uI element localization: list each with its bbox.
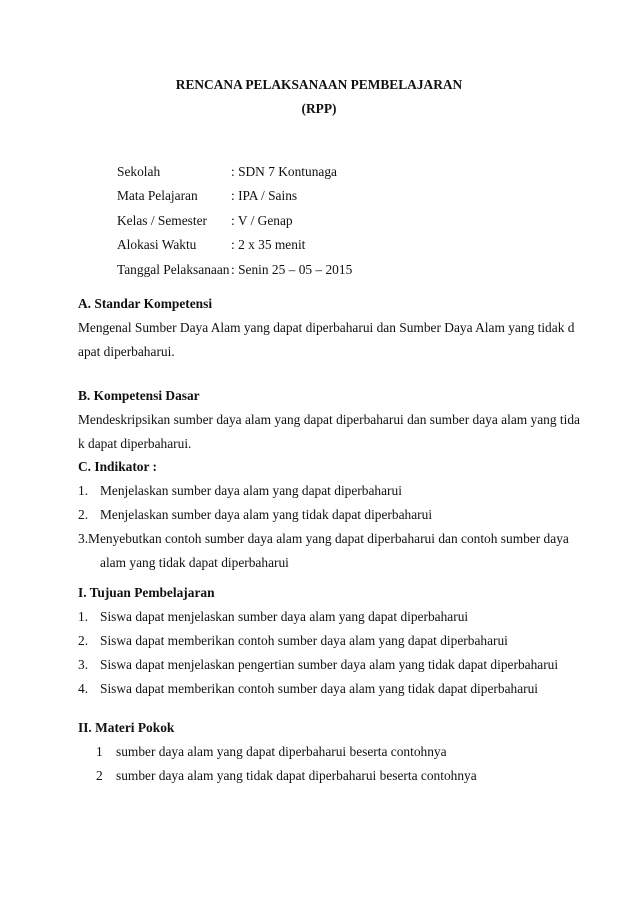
list-text: Siswa dapat memberikan contoh sumber daya alam yang dapat diperbaharui [100, 633, 508, 648]
list-number: 1. [78, 609, 89, 624]
info-label: Mata Pelajaran [117, 188, 198, 204]
document-subtitle: (RPP) [301, 101, 337, 116]
document-title: RENCANA PELAKSANAAN PEMBELAJARAN [175, 77, 463, 92]
section-heading: I. Tujuan Pembelajaran [78, 585, 215, 600]
info-value: : V / Genap [231, 212, 293, 228]
section-materi-pokok [78, 716, 568, 788]
info-row [117, 258, 352, 282]
info-value: : Senin 25 – 05 – 2015 [231, 261, 353, 277]
list-text: Menjelaskan sumber daya alam yang tidak dapat diperbaharui [100, 507, 433, 522]
list-number: 3. [78, 657, 89, 672]
list-text: sumber daya alam yang dapat diperbaharui beserta contohnya [116, 744, 447, 759]
list-text: sumber daya alam yang tidak dapat diperbaharui beserta contohnya [116, 768, 477, 783]
info-value: : SDN 7 Kontunaga [231, 164, 338, 179]
info-row [117, 184, 352, 208]
list-item [78, 527, 568, 551]
list-text: Siswa dapat memberikan contoh sumber daya alam yang tidak dapat diperbaharui [100, 681, 539, 696]
section-tujuan-pembelajaran [78, 581, 568, 701]
info-value: : 2 x 35 menit [231, 237, 306, 253]
section-indikator [78, 455, 568, 575]
list-item [78, 653, 568, 677]
paragraph-line: Mengenal Sumber Daya Alam yang dapat diperbaharui dan Sumber Daya Alam yang tidak d [78, 320, 575, 335]
info-value: : IPA / Sains [231, 188, 298, 204]
list-item [78, 503, 568, 527]
list-number: 3. [78, 531, 89, 546]
list-item [78, 764, 568, 788]
section-heading: C. Indikator : [78, 459, 157, 474]
list-number: 2. [78, 633, 89, 648]
list-item [78, 677, 568, 701]
list-number: 4. [78, 681, 89, 696]
section-kompetensi-dasar [78, 384, 580, 456]
info-row [117, 209, 352, 233]
list-text: Menyebutkan contoh sumber daya alam yang dapat diperbaharui dan contoh sumber daya [88, 531, 569, 546]
list-text: Siswa dapat menjelaskan pengertian sumber daya alam yang tidak dapat diperbaharui [100, 657, 559, 672]
paragraph-line: Mendeskripsikan sumber daya alam yang dapat diperbaharui dan sumber daya alam yang tida [78, 412, 580, 427]
list-item [78, 740, 568, 764]
info-label: Sekolah [117, 164, 161, 179]
info-row [117, 233, 352, 257]
info-row [117, 160, 352, 184]
list-text: Menjelaskan sumber daya alam yang dapat diperbaharui [100, 483, 402, 498]
info-label: Alokasi Waktu [117, 237, 197, 253]
paragraph-line: k dapat diperbaharui. [78, 436, 192, 451]
section-heading: A. Standar Kompetensi [78, 296, 213, 311]
list-item [78, 479, 568, 503]
list-item [78, 605, 568, 629]
info-label: Kelas / Semester [117, 212, 207, 228]
section-heading: B. Kompetensi Dasar [78, 388, 200, 403]
list-number: 2 [96, 768, 103, 783]
section-heading: II. Materi Pokok [78, 720, 175, 735]
list-item [78, 629, 568, 653]
list-number: 2. [78, 507, 89, 522]
paragraph-line: apat diperbaharui. [78, 344, 175, 359]
section-standar-kompetensi [78, 292, 575, 364]
list-text: Siswa dapat menjelaskan sumber daya alam yang dapat diperbaharui [100, 609, 469, 624]
list-number: 1 [96, 744, 103, 759]
info-label: Tanggal Pelaksanaan [117, 261, 230, 277]
list-text-continuation: alam yang tidak dapat diperbaharui [100, 555, 289, 570]
identity-table [117, 160, 352, 282]
list-number: 1. [78, 483, 89, 498]
